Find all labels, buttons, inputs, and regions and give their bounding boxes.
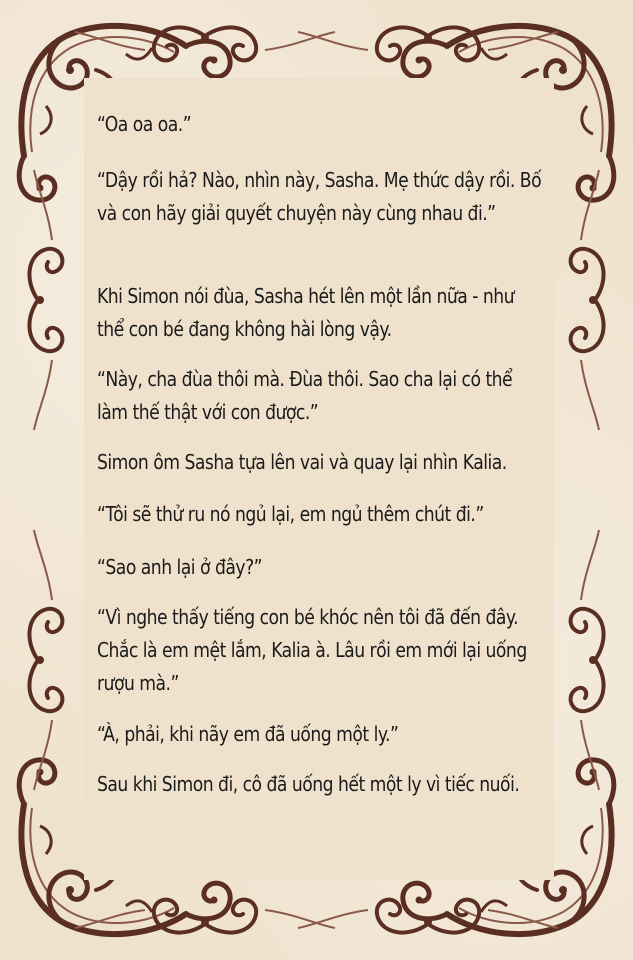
- paragraph-9: “À, phải, khi nãy em đã uống một ly.”: [97, 722, 399, 746]
- paragraph-4: “Này, cha đùa thôi mà. Đùa thôi. Sao cha lại có thể làm thế thật với con được.”: [97, 367, 513, 424]
- right-edge-scroll-bottom: [571, 530, 604, 790]
- paragraph-7: “Sao anh lại ở đây?”: [97, 555, 263, 579]
- paragraph-10: Sau khi Simon đi, cô đã uống hết một ly vì tiếc nuối.: [97, 772, 520, 796]
- paragraph-6: “Tôi sẽ thử ru nó ngủ lại, em ngủ thêm chút đi.”: [97, 502, 484, 526]
- paragraph-1: “Oa oa oa.”: [97, 112, 192, 136]
- top-edge-scroll-left: [75, 27, 335, 60]
- right-edge-scroll-top: [571, 170, 604, 430]
- paragraph-3: Khi Simon nói đùa, Sasha hét lên một lần nữa - như thể con bé đang không hài lòng vậy.: [97, 284, 515, 341]
- bottom-edge-scroll-left: [75, 900, 335, 933]
- left-edge-scroll-bottom: [29, 530, 62, 790]
- top-edge-scroll-right: [298, 27, 558, 60]
- left-edge-scroll-top: [29, 170, 62, 430]
- paragraph-5: Simon ôm Sasha tựa lên vai và quay lại nhìn Kalia.: [97, 450, 507, 474]
- paragraph-2: “Dậy rồi hả? Nào, nhìn này, Sasha. Mẹ thức dậy rồi. Bố và con hãy giải quyết chuyện này cùng nhau đi.”: [97, 168, 542, 225]
- paragraph-8: “Vì nghe thấy tiếng con bé khóc nên tôi đã đến đây. Chắc là em mệt lắm, Kalia à. Lâu rồi em mới lại uống rượu mà.”: [97, 605, 527, 695]
- bottom-edge-scroll-right: [298, 900, 558, 933]
